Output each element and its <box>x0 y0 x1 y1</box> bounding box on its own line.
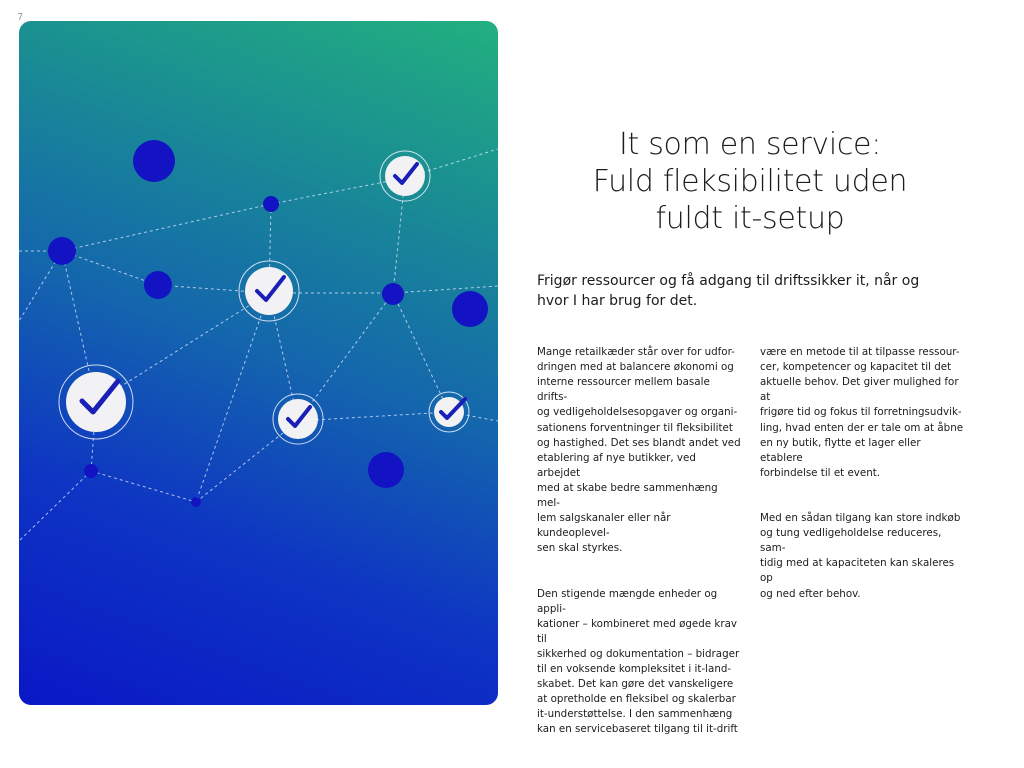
hero-illustration <box>19 21 498 705</box>
network-dot-icon <box>263 196 279 212</box>
lead-paragraph: Frigør ressourcer og få adgang til driftssikker it, når og hvor I har brug for det. <box>537 273 920 309</box>
page-title <box>540 126 960 237</box>
body-paragraph: Mange retailkæder står over for udfor- dringen med at balancere økonomi og interne ressourcer mellem basale drifts- og vedligeholdelsesopgaver og organi- sationens forventninger til fleksibilitet og hastighed. Det ses blandt andet ved etablering af nye butikker, ved arbejdet med at skabe bedre sammenhæng mel- lem salgskanaler eller når kundeoplevel- sen skal styrkes. <box>537 346 741 555</box>
title-line-3: fuldt it-setup <box>655 201 845 236</box>
network-dot-icon <box>84 464 98 478</box>
title-line-2: Fuld fleksibilitet uden <box>592 164 908 199</box>
network-dot-icon <box>368 452 404 488</box>
network-dot-icon <box>48 237 76 265</box>
checkmark-node-icon <box>380 151 430 201</box>
body-paragraph: være en metode til at tilpasse ressour- cer, kompetencer og kapacitet til det aktuelle behov. Det giver mulighed for at frigøre tid og fokus til forretningsudvik- ling, hvad enten der er tale om at åbne en ny butik, flytte et lager eller etablere forbindelse til et event. <box>760 346 964 479</box>
network-lines <box>19 149 498 541</box>
checkmark-node-icon <box>59 365 133 439</box>
body-paragraph: Med en sådan tilgang kan store indkøb og tung vedligeholdelse reduceres, sam- tidig med at kapaciteten kan skaleres op og ned efter behov. <box>760 512 961 600</box>
network-dot-icon <box>452 291 488 327</box>
network-dots <box>48 140 488 507</box>
body-paragraph: Den stigende mængde enheder og appli- kationer – kombineret med øgede krav til sikkerhed og dokumentation – bidrager til en voksende kompleksitet i it-land- skabet. Det kan gøre det vanskeligere at opretholde en fleksibel og skalerbar it-understøttelse. I den sammenhæng kan en servicebaseret tilgang til it-drift <box>537 587 740 736</box>
network-dot-icon <box>133 140 175 182</box>
body-column-right <box>760 330 965 632</box>
network-dot-icon <box>191 497 201 507</box>
checkmark-node-icon <box>273 394 323 444</box>
page-number: 7 <box>17 12 24 23</box>
network-illustration <box>19 21 498 705</box>
checkmark-node-icon <box>239 261 299 321</box>
checkmark-node-icon <box>429 392 469 432</box>
body-column-left <box>537 330 742 768</box>
title-line-1: It som en service: <box>618 127 882 162</box>
network-dot-icon <box>382 283 404 305</box>
network-dot-icon <box>144 271 172 299</box>
